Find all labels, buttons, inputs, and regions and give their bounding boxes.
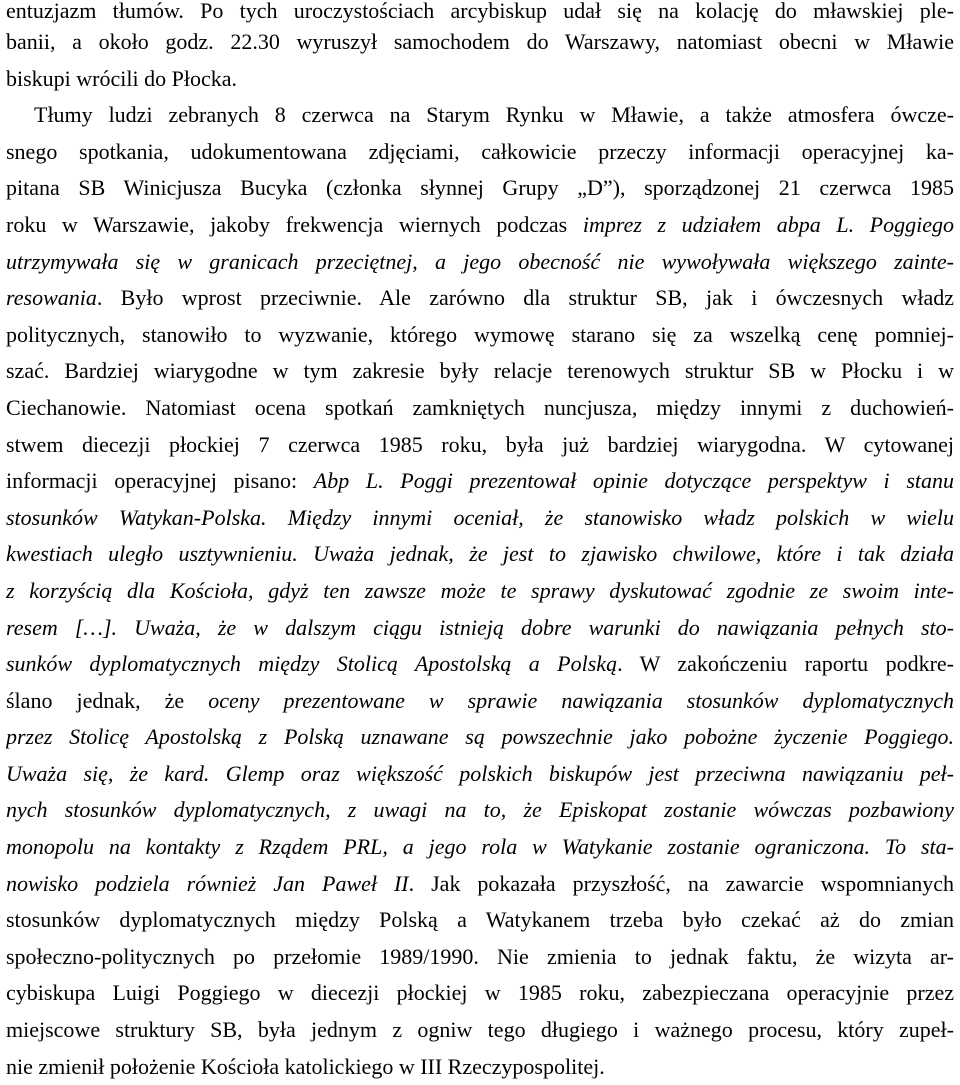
text-line <box>6 500 954 537</box>
text-line <box>6 24 954 61</box>
italic-text: nych stosunków dyplomatycznych, z uwagi na to, że Episkopat zostanie wówczas pozbawiony <box>6 797 954 823</box>
italic-text: Uważa się, że kard. Glemp oraz większość polskich biskupów jest przeciwna nawiązaniu peł- <box>6 760 954 786</box>
text-segment: snego spotkania, udokumentowana zdjęciami, całkowicie przeczy informacji operacyjnej ka- <box>6 138 954 164</box>
text-line <box>6 207 954 244</box>
text-segment: . Jak pokazała przyszłość, na zawarcie wspomnianych <box>408 870 954 896</box>
text-line <box>6 756 954 793</box>
italic-text: nowisko podziela również Jan Paweł II <box>6 870 409 896</box>
text-line <box>6 427 954 464</box>
italic-text: imprez z udziałem abpa L. Poggiego <box>582 211 954 237</box>
text-segment: informacji operacyjnej pisano: <box>6 468 314 494</box>
text-line <box>6 97 954 134</box>
italic-text: resowania <box>6 285 97 311</box>
italic-text: przez Stolicę Apostolską z Polską uznawane są powszechnie jako pobożne życzenie Poggiego. <box>6 724 954 750</box>
italic-text: kwestiach uległo usztywnieniu. Uważa jednak, że jest to zjawisko chwilowe, które i tak działa <box>6 541 954 567</box>
text-line <box>6 646 954 683</box>
text-segment: ślano jednak, że <box>6 687 209 713</box>
italic-text: sunków dyplomatycznych między Stolicą Apostolską a Polską <box>6 651 618 677</box>
text-line <box>6 792 954 829</box>
text-segment: roku w Warszawie, jakoby frekwencja wiernych podczas <box>6 211 583 237</box>
text-segment: nie zmienił położenie Kościoła katolickiego w III Rzeczypospolitej. <box>6 1053 605 1079</box>
text-line <box>6 573 954 610</box>
text-segment: entuzjazm tłumów. Po tych uroczystościach arcybiskup udał się na kolację do mławskiej ple- <box>6 0 954 23</box>
text-segment: cybiskupa Luigi Poggiego w diecezji płockiej w 1985 roku, zabezpieczana operacyjnie przez <box>6 980 954 1006</box>
text-line <box>6 280 954 317</box>
italic-text: stosunków Watykan-Polska. Między innymi oceniał, że stanowisko władz polskich w wielu <box>6 504 954 530</box>
text-line <box>6 61 954 98</box>
italic-text: Abp L. Poggi prezentował opinie dotyczące perspektyw i stanu <box>313 468 954 494</box>
text-segment: Ciechanowie. Natomiast ocena spotkań zamkniętych nuncjusza, między innymi z duchowień- <box>6 394 954 420</box>
text-line <box>6 170 954 207</box>
text-segment: miejscowe struktury SB, była jednym z ogniw tego długiego i ważnego procesu, który zupeł- <box>6 1017 954 1043</box>
text-line <box>6 536 954 573</box>
text-segment: biskupi wrócili do Płocka. <box>6 65 237 91</box>
text-segment: . W zakończeniu raportu podkre- <box>617 651 954 677</box>
text-segment: pitana SB Winicjusza Bucyka (członka słynnej Grupy „D”), sporządzonej 21 czerwca 1985 <box>6 175 954 201</box>
text-segment: banii, a około godz. 22.30 wyruszył samochodem do Warszawy, natomiast obecni w Mławie <box>6 29 954 54</box>
italic-text: oceny prezentowane w sprawie nawiązania stosunków dyplomatycznych <box>208 687 954 713</box>
text-segment: . Było wprost przeciwnie. Ale zarówno dla struktur SB, jak i ówczesnych władz <box>96 285 954 311</box>
text-line <box>6 134 954 171</box>
text-line <box>6 317 954 354</box>
body-text <box>6 0 954 1085</box>
text-segment: społeczno-politycznych po przełomie 1989/1990. Nie zmienia to jednak faktu, że wizyta ar- <box>6 943 954 969</box>
text-segment: Tłumy ludzi zebranych 8 czerwca na Starym Rynku w Mławie, a także atmosfera ówcze- <box>34 102 954 128</box>
text-line <box>6 683 954 720</box>
text-line <box>6 829 954 866</box>
italic-text: utrzymywała się w granicach przeciętnej, a jego obecność nie wywoływała większego zainte- <box>6 248 954 274</box>
text-line <box>6 244 954 281</box>
text-segment: politycznych, stanowiło to wyzwanie, którego wymowę starano się za wszelką cenę pomniej- <box>6 321 954 347</box>
text-segment: stosunków dyplomatycznych między Polską a Watykanem trzeba było czekać aż do zmian <box>6 907 954 933</box>
text-line <box>6 939 954 976</box>
text-line <box>6 719 954 756</box>
text-segment: szać. Bardziej wiarygodne w tym zakresie były relacje terenowych struktur SB w Płocku i w <box>6 358 954 384</box>
text-line <box>6 1012 954 1049</box>
text-line <box>6 975 954 1012</box>
text-line <box>6 390 954 427</box>
text-line <box>6 353 954 390</box>
italic-text: monopolu na kontakty z Rządem PRL, a jego rola w Watykanie zostanie ograniczona. To sta- <box>6 834 954 860</box>
text-line <box>6 902 954 939</box>
italic-text: resem […]. Uważa, że w dalszym ciągu istnieją dobre warunki do nawiązania pełnych sto- <box>6 614 954 640</box>
italic-text: z korzyścią dla Kościoła, gdyż ten zawsze może te sprawy dyskutować zgodnie ze swoim inte- <box>6 577 954 603</box>
text-line <box>6 866 954 903</box>
text-line <box>6 0 954 24</box>
text-line <box>6 610 954 647</box>
text-line <box>6 463 954 500</box>
text-line <box>6 1049 954 1085</box>
text-segment: stwem diecezji płockiej 7 czerwca 1985 roku, była już bardziej wiarygodna. W cytowanej <box>6 431 954 457</box>
